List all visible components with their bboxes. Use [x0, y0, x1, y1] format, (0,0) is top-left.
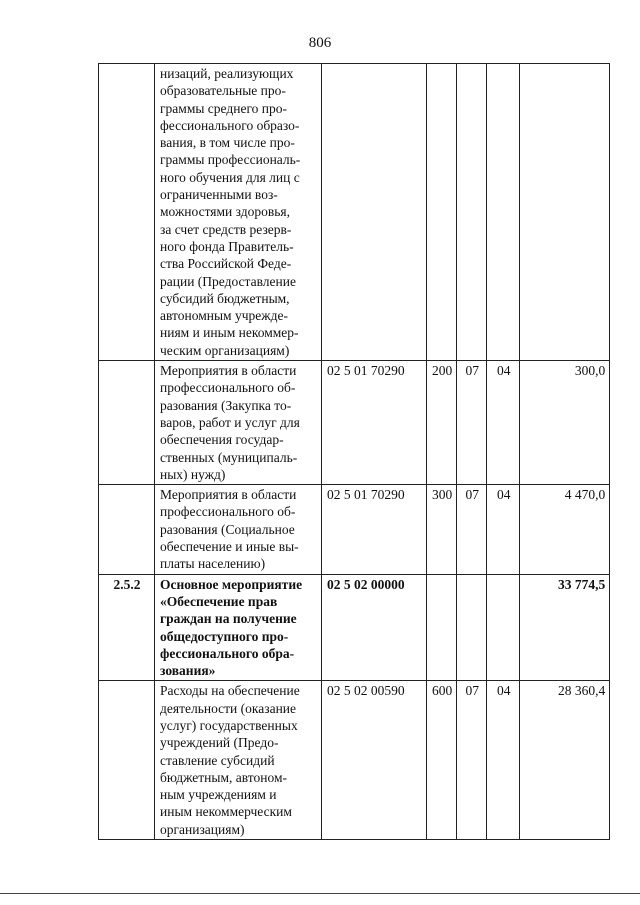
- table-row: [99, 485, 610, 574]
- row-name-line: ограниченными воз-: [160, 187, 278, 203]
- row-name-line: ственных (муниципаль-: [160, 449, 298, 465]
- row-name-line: вания, в том числе про-: [160, 135, 295, 151]
- target-code-cell: 02 5 01 70290: [322, 361, 427, 485]
- row-name-line: граммы профессиональ-: [160, 152, 301, 168]
- row-name-line: обеспечение и иные вы-: [160, 539, 299, 555]
- subsection-cell: 04: [487, 681, 520, 840]
- row-name-line: ным учреждениям и: [160, 787, 277, 803]
- row-name-line: субсидий бюджетным,: [160, 290, 290, 306]
- row-name-line: можностями здоровья,: [160, 204, 290, 220]
- table-row: [99, 681, 610, 840]
- row-name-line: ных) нужд): [160, 466, 226, 482]
- row-number-cell: [99, 361, 155, 485]
- row-name-line: ного обучения для лиц с: [160, 169, 300, 185]
- row-name-text: [160, 65, 317, 359]
- row-name-cell: [155, 681, 322, 840]
- row-name-line: фессионального обра-: [160, 645, 295, 661]
- amount-cell: 300,0: [520, 361, 610, 485]
- subsection-cell: [487, 64, 520, 361]
- row-name-line: платы населению): [160, 556, 266, 572]
- budget-table-body: [99, 64, 610, 840]
- row-name-line: иным некоммерческим: [160, 804, 292, 820]
- section-cell: 07: [457, 361, 487, 485]
- row-name-text: [160, 362, 317, 483]
- footer-divider: [0, 893, 640, 894]
- row-name-line: обеспечения государ-: [160, 432, 284, 448]
- row-name-line: ства Российской Феде-: [160, 256, 292, 272]
- amount-cell: 28 360,4: [520, 681, 610, 840]
- row-name-line: за счет средств резерв-: [160, 221, 292, 237]
- row-number-cell: [99, 681, 155, 840]
- row-name-line: организациям): [160, 821, 245, 837]
- row-name-line: автономным учрежде-: [160, 308, 288, 324]
- table-row: [99, 361, 610, 485]
- row-name-line: профессионального об-: [160, 380, 296, 396]
- subsection-cell: 04: [487, 485, 520, 574]
- budget-table: [98, 63, 610, 840]
- row-name-line: учреждений (Предо-: [160, 735, 279, 751]
- row-number-cell: 2.5.2: [99, 574, 155, 681]
- row-name-line: профессионального об-: [160, 504, 296, 520]
- row-name-line: образовательные про-: [160, 83, 286, 99]
- row-name-line: «Обеспечение прав: [160, 593, 278, 609]
- row-name-line: разования (Закупка то-: [160, 397, 292, 413]
- amount-cell: 4 470,0: [520, 485, 610, 574]
- row-name-line: Мероприятия в области: [160, 487, 297, 503]
- row-name-line: деятельности (оказание: [160, 700, 297, 716]
- row-name-line: Расходы на обеспечение: [160, 683, 300, 699]
- row-name-line: ного фонда Правитель-: [160, 238, 294, 254]
- row-name-line: граммы среднего про-: [160, 100, 287, 116]
- row-name-line: разования (Социальное: [160, 521, 295, 537]
- page-number: 806: [308, 35, 332, 51]
- row-name-line: общедоступного про-: [160, 628, 289, 644]
- row-number-cell: [99, 485, 155, 574]
- target-code-cell: [322, 64, 427, 361]
- section-cell: [457, 64, 487, 361]
- amount-cell: 33 774,5: [520, 574, 610, 681]
- row-name-text: [160, 486, 317, 572]
- table-row: [99, 64, 610, 361]
- row-name-cell: [155, 361, 322, 485]
- row-name-line: зования»: [160, 663, 216, 679]
- target-code-cell: 02 5 02 00590: [322, 681, 427, 840]
- subsection-cell: [487, 574, 520, 681]
- target-code-cell: 02 5 01 70290: [322, 485, 427, 574]
- row-name-line: Основное мероприятие: [160, 576, 303, 592]
- row-name-line: ческим организациям): [160, 342, 290, 358]
- expense-type-cell: 300: [427, 485, 457, 574]
- row-name-line: услуг) государственных: [160, 717, 298, 733]
- row-name-line: граждан на получение: [160, 611, 297, 627]
- row-number-cell: [99, 64, 155, 361]
- expense-type-cell: 600: [427, 681, 457, 840]
- row-name-cell: [155, 485, 322, 574]
- expense-type-cell: 200: [427, 361, 457, 485]
- section-cell: [457, 574, 487, 681]
- row-name-line: ставление субсидий: [160, 752, 275, 768]
- row-name-line: бюджетным, автоном-: [160, 769, 288, 785]
- target-code-cell: 02 5 02 00000: [322, 574, 427, 681]
- row-name-text: [160, 682, 317, 838]
- section-cell: 07: [457, 485, 487, 574]
- row-name-cell: [155, 574, 322, 681]
- row-name-line: варов, работ и услуг для: [160, 414, 300, 430]
- section-cell: 07: [457, 681, 487, 840]
- row-name-line: ниям и иным некоммер-: [160, 325, 299, 341]
- row-name-line: низаций, реализующих: [160, 66, 294, 81]
- row-name-line: рации (Предоставление: [160, 273, 296, 289]
- subsection-cell: 04: [487, 361, 520, 485]
- row-name-text: [160, 576, 317, 680]
- row-name-cell: [155, 64, 322, 361]
- table-row: [99, 574, 610, 681]
- expense-type-cell: [427, 574, 457, 681]
- amount-cell: [520, 64, 610, 361]
- row-name-line: фессионального образо-: [160, 117, 300, 133]
- expense-type-cell: [427, 64, 457, 361]
- row-name-line: Мероприятия в области: [160, 363, 297, 379]
